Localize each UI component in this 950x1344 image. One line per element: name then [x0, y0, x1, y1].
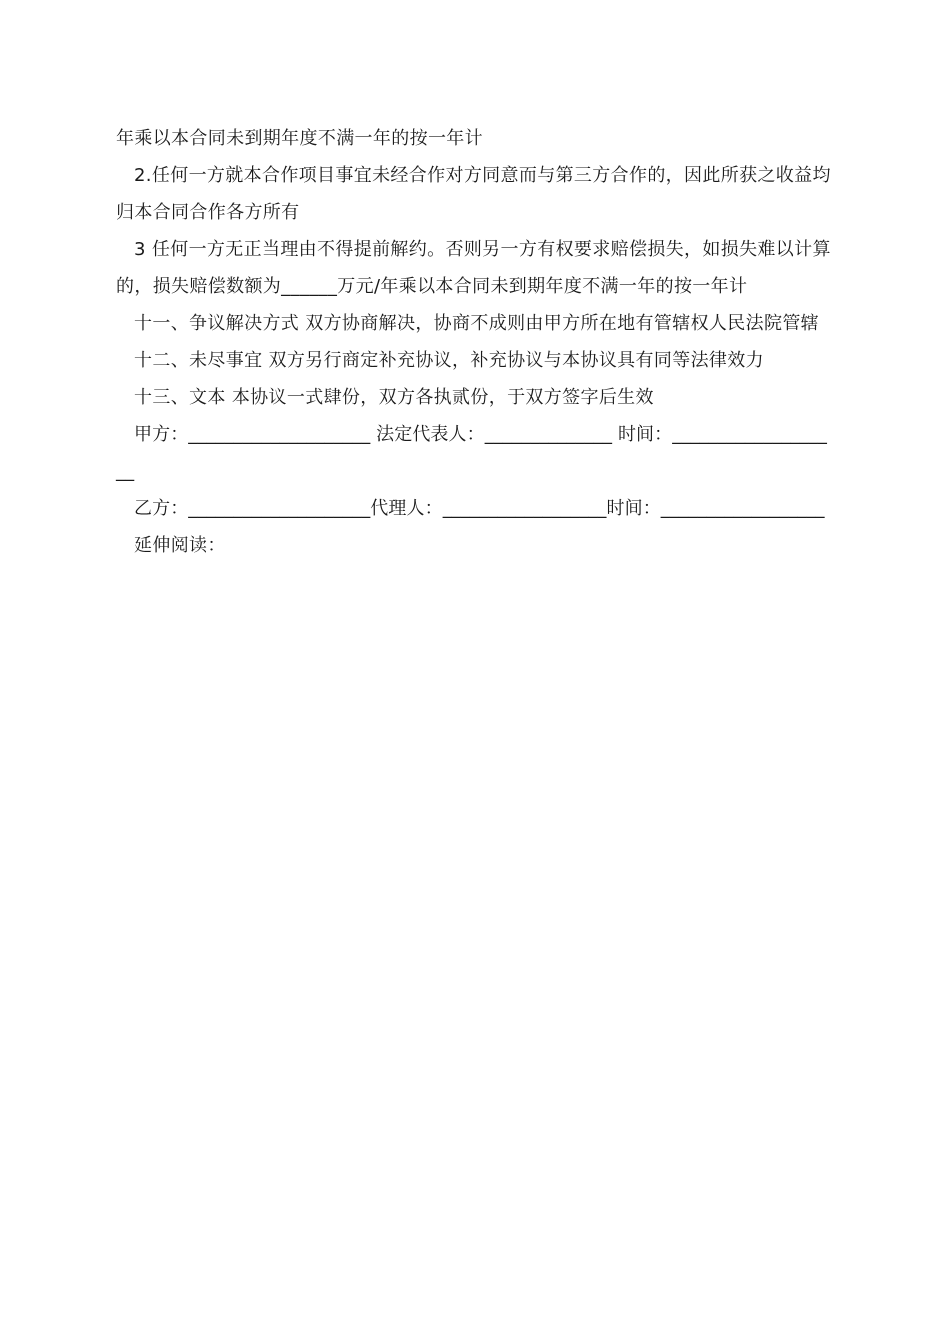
signature-party-b: 乙方：____________________代理人：__________________时间：__________________ [134, 498, 825, 519]
paragraph-clause-3: 3 任何一方无正当理由不得提前解约。否则另一方有权要求赔偿损失，如损失难以计算的，损失赔偿数额为______万元/年乘以本合同未到期年度不满一年的按一年计 [116, 239, 831, 297]
signature-party-a: 甲方：____________________ 法定代表人：______________ 时间：___________________ [116, 424, 827, 482]
paragraph-copies: 十三、文本 本协议一式肆份，双方各执贰份，于双方签字后生效 [134, 387, 654, 408]
document-body [116, 120, 836, 564]
further-reading-label: 延伸阅读： [134, 535, 226, 556]
paragraph-term-continuation: 年乘以本合同未到期年度不满一年的按一年计 [116, 128, 483, 149]
paragraph-dispute-resolution: 十一、争议解决方式 双方协商解决，协商不成则由甲方所在地有管辖权人民法院管辖 [134, 313, 820, 334]
paragraph-clause-2: 2.任何一方就本合作项目事宜未经合作对方同意而与第三方合作的，因此所获之收益均归本合同合作各方所有 [116, 165, 831, 223]
paragraph-other-matters: 十二、未尽事宜 双方另行商定补充协议，补充协议与本协议具有同等法律效力 [134, 350, 764, 371]
